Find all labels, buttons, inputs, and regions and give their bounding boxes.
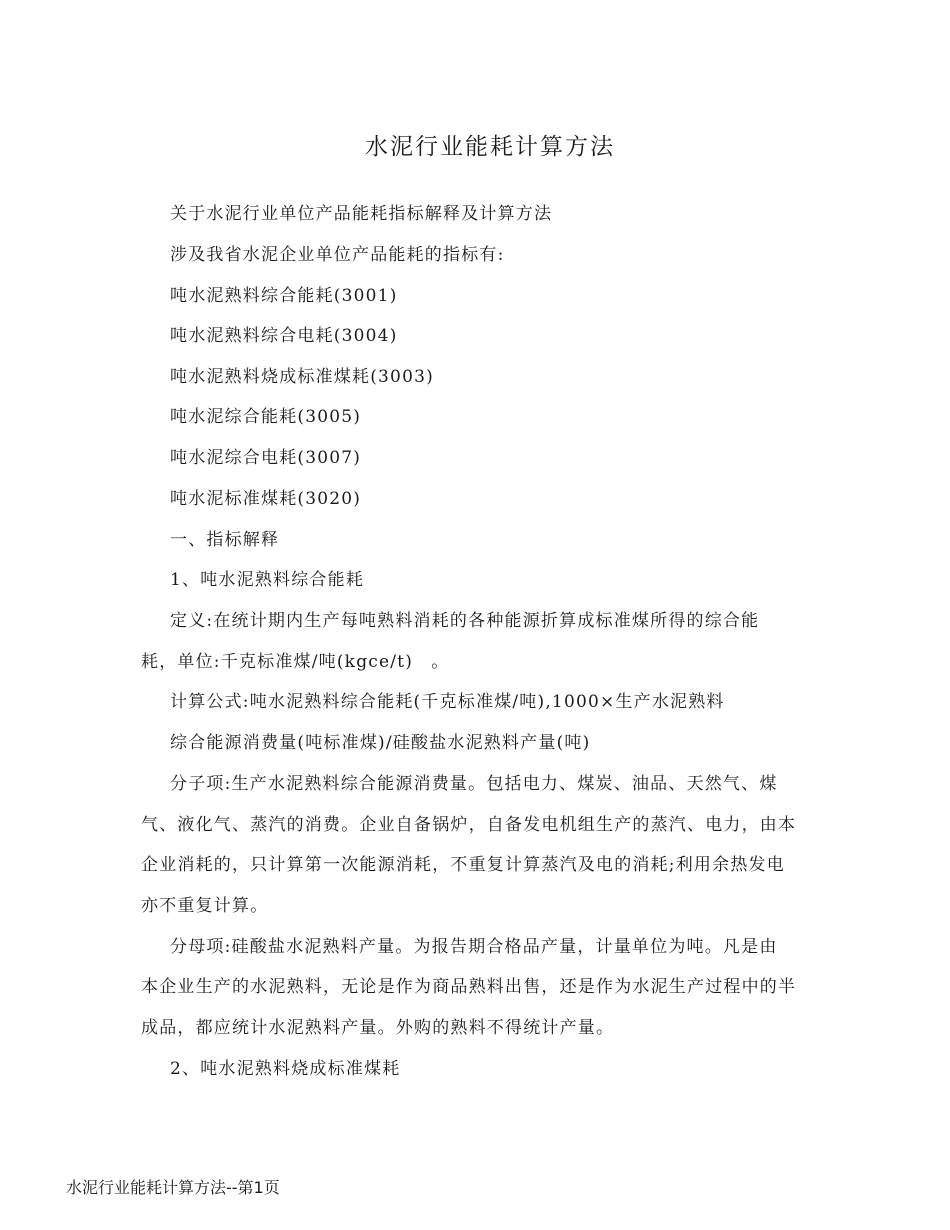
- paragraph-line: 本企业生产的水泥熟料，无论是作为商品熟料出售，还是作为水泥生产过程中的半: [141, 977, 797, 997]
- page-footer: 水泥行业能耗计算方法--第1页: [66, 1178, 280, 1197]
- list-item: 吨水泥综合电耗(3007): [170, 448, 362, 468]
- page-title: 水泥行业能耗计算方法: [365, 134, 615, 160]
- paragraph-line: 关于水泥行业单位产品能耗指标解释及计算方法: [170, 204, 553, 224]
- paragraph-line: 成品，都应统计水泥熟料产量。外购的熟料不得统计产量。: [141, 1018, 615, 1038]
- paragraph-line: 分子项:生产水泥熟料综合能源消费量。包括电力、煤炭、油品、天然气、煤: [170, 774, 778, 794]
- list-item: 吨水泥综合能耗(3005): [170, 407, 362, 427]
- paragraph-line: 气、液化气、蒸汽的消费。企业自备锅炉，自备发电机组生产的蒸汽、电力，由本: [141, 815, 797, 835]
- paragraph-line: 定义:在统计期内生产每吨熟料消耗的各种能源折算成标准煤所得的综合能: [170, 611, 760, 631]
- paragraph-line: 耗，单位:千克标准煤/吨(kgce/t) 。: [141, 652, 450, 672]
- paragraph-line: 企业消耗的，只计算第一次能源消耗，不重复计算蒸汽及电的消耗;利用余热发电: [141, 855, 785, 875]
- paragraph-line: 综合能源消费量(吨标准煤)/硅酸盐水泥熟料产量(吨): [170, 733, 591, 753]
- list-item: 吨水泥熟料综合电耗(3004): [170, 326, 398, 346]
- subsection-heading: 2、吨水泥熟料烧成标准煤耗: [170, 1059, 401, 1079]
- paragraph-line: 涉及我省水泥企业单位产品能耗的指标有:: [170, 245, 505, 265]
- subsection-heading: 1、吨水泥熟料综合能耗: [170, 570, 365, 590]
- section-heading: 一、指标解释: [170, 530, 280, 550]
- list-item: 吨水泥熟料综合能耗(3001): [170, 286, 398, 306]
- list-item: 吨水泥熟料烧成标准煤耗(3003): [170, 367, 434, 387]
- paragraph-line: 计算公式:吨水泥熟料综合能耗(千克标准煤/吨),1000×生产水泥熟料: [170, 692, 725, 712]
- paragraph-line: 亦不重复计算。: [141, 896, 269, 916]
- paragraph-line: 分母项:硅酸盐水泥熟料产量。为报告期合格品产量，计量单位为吨。凡是由: [170, 937, 778, 957]
- list-item: 吨水泥标准煤耗(3020): [170, 489, 362, 509]
